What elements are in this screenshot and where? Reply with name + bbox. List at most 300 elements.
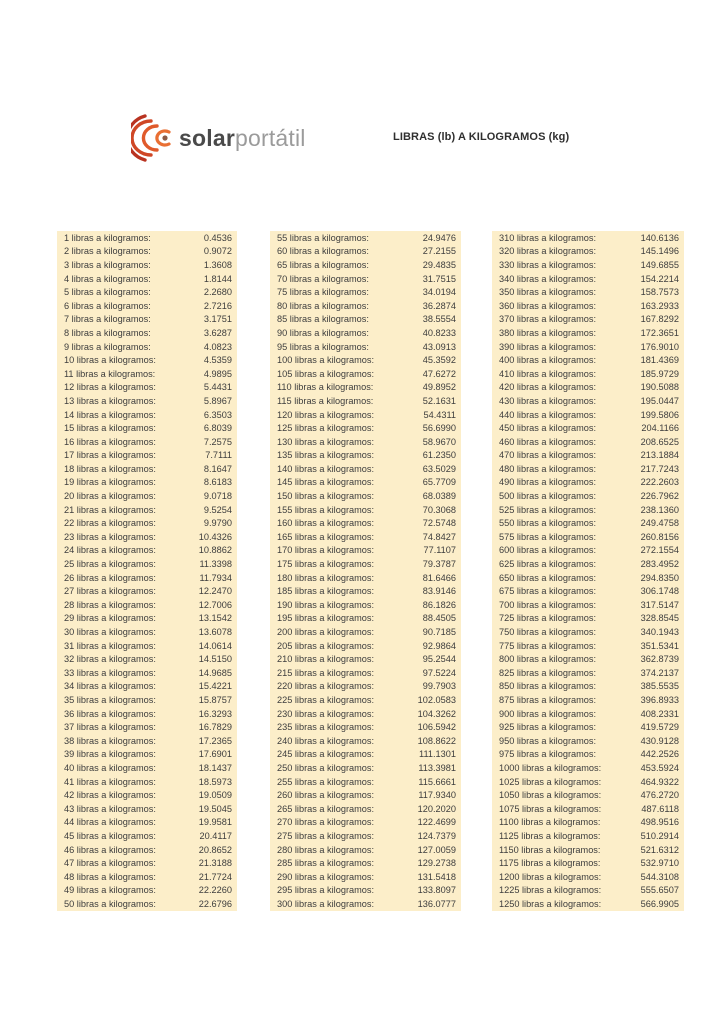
table-row [270,381,461,395]
row-value: 208.6525 [640,436,679,447]
table-row [57,720,237,734]
table-row [57,489,237,503]
row-value: 68.0389 [422,491,456,502]
table-row [270,666,461,680]
table-row [270,421,461,435]
row-value: 124.7379 [417,830,456,841]
row-value: 167.8292 [640,314,679,325]
row-value: 92.9864 [422,640,456,651]
row-value: 7.2575 [203,436,232,447]
row-value: 29.4835 [422,259,456,270]
table-row [57,326,237,340]
table-row [57,639,237,653]
row-value: 0.4536 [203,232,232,243]
row-value: 95.2544 [422,654,456,665]
row-value: 172.3651 [640,327,679,338]
row-label: 21 libras a kilogramos: [64,504,156,515]
table-row [492,272,684,286]
row-label: 525 libras a kilogramos: [499,504,597,515]
table-row [270,285,461,299]
row-label: 110 libras a kilogramos: [277,382,374,393]
table-row [492,843,684,857]
row-label: 35 libras a kilogramos: [64,694,156,705]
row-value: 272.1554 [640,545,679,556]
row-value: 22.6796 [198,898,232,909]
table-row [492,231,684,245]
row-value: 154.2214 [640,273,679,284]
table-row [57,557,237,571]
table-row [57,299,237,313]
row-label: 265 libras a kilogramos: [277,803,375,814]
table-row [270,571,461,585]
row-value: 52.1631 [422,395,456,406]
row-label: 49 libras a kilogramos: [64,885,156,896]
row-label: 26 libras a kilogramos: [64,572,156,583]
row-value: 238.1360 [640,504,679,515]
row-label: 29 libras a kilogramos: [64,613,156,624]
row-value: 4.0823 [203,341,232,352]
table-row [57,530,237,544]
table-row [270,394,461,408]
row-label: 18 libras a kilogramos: [64,463,156,474]
table-row [492,829,684,843]
row-value: 111.1301 [419,749,456,760]
table-row [492,775,684,789]
row-value: 14.9685 [198,667,232,678]
table-row [57,285,237,299]
row-value: 3.6287 [203,327,232,338]
row-label: 85 libras a kilogramos: [277,314,369,325]
row-value: 17.6901 [198,749,232,760]
table-row [492,598,684,612]
row-label: 13 libras a kilogramos: [64,395,156,406]
row-value: 83.9146 [422,586,456,597]
table-row [57,421,237,435]
table-row [270,598,461,612]
row-value: 8.1647 [203,463,232,474]
row-label: 175 libras a kilogramos: [277,559,375,570]
table-row [270,231,461,245]
row-value: 249.4758 [640,518,679,529]
table-row [492,449,684,463]
row-value: 430.9128 [640,735,679,746]
table-row [492,313,684,327]
row-value: 385.5535 [640,681,679,692]
table-row [492,245,684,259]
row-value: 113.3981 [418,762,456,773]
table-row [492,530,684,544]
table-row [270,516,461,530]
row-label: 90 libras a kilogramos: [277,327,369,338]
row-value: 47.6272 [422,368,456,379]
row-value: 106.5942 [417,722,456,733]
row-value: 61.2350 [422,450,456,461]
table-row [57,544,237,558]
row-value: 24.9476 [422,232,456,243]
row-label: 925 libras a kilogramos: [499,722,597,733]
row-label: 215 libras a kilogramos: [277,667,375,678]
row-value: 22.2260 [198,885,232,896]
row-value: 11.7934 [199,572,232,583]
table-row [270,326,461,340]
row-value: 487.6118 [641,803,679,814]
table-row [492,734,684,748]
table-row [270,625,461,639]
row-value: 15.4221 [198,681,232,692]
table-row [57,340,237,354]
row-value: 97.5224 [422,667,456,678]
row-value: 14.5150 [198,654,232,665]
row-value: 351.5341 [640,640,679,651]
row-value: 464.9322 [640,776,679,787]
row-value: 145.1496 [640,246,679,257]
logo [131,113,306,163]
row-label: 450 libras a kilogramos: [499,423,597,434]
table-row [492,544,684,558]
row-label: 17 libras a kilogramos: [64,450,156,461]
row-value: 149.6855 [640,259,679,270]
row-value: 20.8652 [198,844,232,855]
table-row [270,245,461,259]
row-value: 521.6312 [640,844,679,855]
row-label: 31 libras a kilogramos: [64,640,156,651]
table-row [270,761,461,775]
table-row [492,870,684,884]
row-value: 127.0059 [417,844,456,855]
row-label: 675 libras a kilogramos: [499,586,597,597]
table-row [270,870,461,884]
row-label: 140 libras a kilogramos: [277,463,375,474]
row-value: 38.5554 [422,314,456,325]
row-value: 510.2914 [640,830,679,841]
row-label: 900 libras a kilogramos: [499,708,597,719]
row-label: 420 libras a kilogramos: [499,382,597,393]
row-value: 79.3787 [422,559,456,570]
row-label: 550 libras a kilogramos: [499,518,597,529]
row-label: 115 libras a kilogramos: [277,395,374,406]
row-label: 48 libras a kilogramos: [64,871,156,882]
table-row [492,761,684,775]
row-label: 47 libras a kilogramos: [64,858,156,869]
row-value: 74.8427 [422,531,456,542]
row-label: 170 libras a kilogramos: [277,545,375,556]
row-label: 290 libras a kilogramos: [277,871,375,882]
table-row [492,258,684,272]
table-row [270,639,461,653]
table-row [270,272,461,286]
row-value: 18.1437 [198,762,232,773]
row-label: 240 libras a kilogramos: [277,735,375,746]
table-row [57,816,237,830]
row-label: 295 libras a kilogramos: [277,885,375,896]
table-row [270,544,461,558]
row-value: 63.5029 [422,463,456,474]
row-label: 275 libras a kilogramos: [277,830,375,841]
row-label: 400 libras a kilogramos: [499,355,597,366]
table-row [270,734,461,748]
row-label: 185 libras a kilogramos: [277,586,375,597]
table-row [270,816,461,830]
table-row [492,516,684,530]
row-value: 129.2738 [417,858,456,869]
row-value: 27.2155 [422,246,456,257]
row-value: 120.2020 [417,803,456,814]
table-row [270,435,461,449]
table-row [492,693,684,707]
row-value: 408.2331 [640,708,679,719]
table-row [492,340,684,354]
row-value: 566.9905 [640,898,679,909]
row-value: 181.4369 [640,355,679,366]
row-label: 1225 libras a kilogramos: [499,885,602,896]
row-value: 158.7573 [640,287,679,298]
row-label: 650 libras a kilogramos: [499,572,597,583]
row-value: 20.4117 [199,830,232,841]
table-row [57,476,237,490]
row-label: 350 libras a kilogramos: [499,287,597,298]
table-row [57,598,237,612]
table-row [492,326,684,340]
row-label: 380 libras a kilogramos: [499,327,597,338]
table-row [270,340,461,354]
row-label: 120 libras a kilogramos: [277,409,375,420]
table-row [492,802,684,816]
row-label: 205 libras a kilogramos: [277,640,375,651]
table-row [492,299,684,313]
table-row [270,557,461,571]
row-value: 185.9729 [640,368,679,379]
table-row [57,367,237,381]
row-label: 210 libras a kilogramos: [277,654,375,665]
table-row [270,897,461,911]
table-row [270,720,461,734]
row-label: 260 libras a kilogramos: [277,790,375,801]
table-row [57,231,237,245]
row-value: 12.2470 [198,586,232,597]
row-label: 39 libras a kilogramos: [64,749,156,760]
row-label: 320 libras a kilogramos: [499,246,597,257]
row-value: 9.5254 [203,504,232,515]
row-label: 20 libras a kilogramos: [64,491,156,502]
row-label: 16 libras a kilogramos: [64,436,156,447]
row-label: 1 libras a kilogramos: [64,232,151,243]
row-value: 163.2933 [640,300,679,311]
row-value: 10.4326 [198,531,232,542]
table-row [492,680,684,694]
row-label: 34 libras a kilogramos: [64,681,156,692]
row-label: 1125 libras a kilogramos: [499,830,601,841]
table-row [270,462,461,476]
row-label: 800 libras a kilogramos: [499,654,597,665]
table-row [270,680,461,694]
table-row [270,693,461,707]
row-value: 40.8233 [422,327,456,338]
row-label: 30 libras a kilogramos: [64,627,156,638]
table-row [57,462,237,476]
row-value: 213.1884 [640,450,679,461]
row-value: 70.3068 [422,504,456,515]
table-row [57,313,237,327]
table-row [492,435,684,449]
row-value: 7.7111 [205,450,232,461]
row-value: 19.9581 [198,817,232,828]
table-row [270,612,461,626]
row-label: 37 libras a kilogramos: [64,722,156,733]
row-label: 24 libras a kilogramos: [64,545,156,556]
row-label: 105 libras a kilogramos: [277,368,375,379]
table-row [492,788,684,802]
row-label: 370 libras a kilogramos: [499,314,597,325]
row-label: 33 libras a kilogramos: [64,667,156,678]
row-label: 55 libras a kilogramos: [277,232,369,243]
logo-text-solar: solar [179,125,235,151]
row-value: 133.8097 [417,885,456,896]
row-value: 222.2603 [640,477,679,488]
row-label: 180 libras a kilogramos: [277,572,375,583]
row-label: 470 libras a kilogramos: [499,450,597,461]
row-label: 225 libras a kilogramos: [277,694,375,705]
row-label: 135 libras a kilogramos: [277,450,375,461]
row-label: 100 libras a kilogramos: [277,355,375,366]
page-title: LIBRAS (lb) A KILOGRAMOS (kg) [393,131,570,143]
table-row [57,258,237,272]
table-row [57,884,237,898]
row-value: 86.1826 [422,599,456,610]
row-value: 65.7709 [422,477,456,488]
row-label: 725 libras a kilogramos: [499,613,597,624]
row-value: 204.1166 [641,423,679,434]
row-value: 217.7243 [640,463,679,474]
row-value: 1.3608 [203,259,232,270]
row-label: 46 libras a kilogramos: [64,844,156,855]
table-row [57,897,237,911]
row-label: 245 libras a kilogramos: [277,749,375,760]
row-value: 199.5806 [640,409,679,420]
row-value: 328.8545 [640,613,679,624]
row-label: 195 libras a kilogramos: [277,613,375,624]
table-row [57,761,237,775]
row-label: 38 libras a kilogramos: [64,735,156,746]
row-value: 21.7724 [198,871,232,882]
row-value: 9.9790 [203,518,232,529]
table-row [270,503,461,517]
table-row [492,884,684,898]
row-value: 362.8739 [640,654,679,665]
row-label: 11 libras a kilogramos: [64,368,156,379]
row-value: 4.9895 [203,368,232,379]
row-value: 260.8156 [640,531,679,542]
row-label: 25 libras a kilogramos: [64,559,156,570]
row-label: 22 libras a kilogramos: [64,518,156,529]
row-value: 122.4699 [417,817,456,828]
table-row [492,381,684,395]
row-value: 5.4431 [203,382,232,393]
row-value: 117.9340 [418,790,456,801]
table-row [492,612,684,626]
table-row [57,734,237,748]
row-value: 532.9710 [640,858,679,869]
row-label: 50 libras a kilogramos: [64,898,156,909]
row-value: 99.7903 [422,681,456,692]
row-label: 625 libras a kilogramos: [499,559,597,570]
row-label: 285 libras a kilogramos: [277,858,375,869]
table-row [57,245,237,259]
table-row [492,856,684,870]
table-row [57,394,237,408]
table-row [492,816,684,830]
row-value: 498.9516 [640,817,679,828]
row-label: 500 libras a kilogramos: [499,491,597,502]
row-label: 775 libras a kilogramos: [499,640,597,651]
table-row [57,666,237,680]
row-value: 419.5729 [640,722,679,733]
row-label: 875 libras a kilogramos: [499,694,597,705]
row-label: 250 libras a kilogramos: [277,762,375,773]
row-label: 220 libras a kilogramos: [277,681,375,692]
table-row [492,476,684,490]
table-row [270,258,461,272]
row-value: 90.7185 [422,627,456,638]
table-row [57,652,237,666]
row-value: 3.1751 [203,314,232,325]
row-label: 1200 libras a kilogramos: [499,871,602,882]
table-row [270,788,461,802]
table-row [57,843,237,857]
row-value: 306.1748 [640,586,679,597]
row-label: 32 libras a kilogramos: [64,654,156,665]
row-label: 130 libras a kilogramos: [277,436,375,447]
row-label: 270 libras a kilogramos: [277,817,375,828]
row-value: 396.8933 [640,694,679,705]
table-row [57,707,237,721]
table-row [270,802,461,816]
table-row [57,612,237,626]
row-label: 255 libras a kilogramos: [277,776,375,787]
table-row [57,775,237,789]
row-label: 1100 libras a kilogramos: [499,817,601,828]
row-label: 5 libras a kilogramos: [64,287,151,298]
row-value: 14.0614 [198,640,232,651]
row-label: 2 libras a kilogramos: [64,246,151,257]
row-label: 1250 libras a kilogramos: [499,898,602,909]
table-row [57,829,237,843]
row-label: 3 libras a kilogramos: [64,259,151,270]
row-label: 44 libras a kilogramos: [64,817,156,828]
row-label: 410 libras a kilogramos: [499,368,597,379]
row-label: 8 libras a kilogramos: [64,327,151,338]
row-value: 176.9010 [640,341,679,352]
row-label: 125 libras a kilogramos: [277,423,375,434]
row-value: 374.2137 [640,667,679,678]
row-value: 195.0447 [640,395,679,406]
table-row [270,884,461,898]
row-label: 60 libras a kilogramos: [277,246,369,257]
row-label: 165 libras a kilogramos: [277,531,375,542]
table-row [270,829,461,843]
row-value: 190.5088 [640,382,679,393]
row-label: 600 libras a kilogramos: [499,545,597,556]
row-label: 750 libras a kilogramos: [499,627,597,638]
row-label: 95 libras a kilogramos: [277,341,369,352]
table-row [57,516,237,530]
table-row [270,367,461,381]
row-label: 190 libras a kilogramos: [277,599,375,610]
row-label: 1000 libras a kilogramos: [499,762,602,773]
row-label: 235 libras a kilogramos: [277,722,375,733]
row-value: 10.8862 [198,545,232,556]
row-value: 43.0913 [422,341,456,352]
table-row [57,870,237,884]
